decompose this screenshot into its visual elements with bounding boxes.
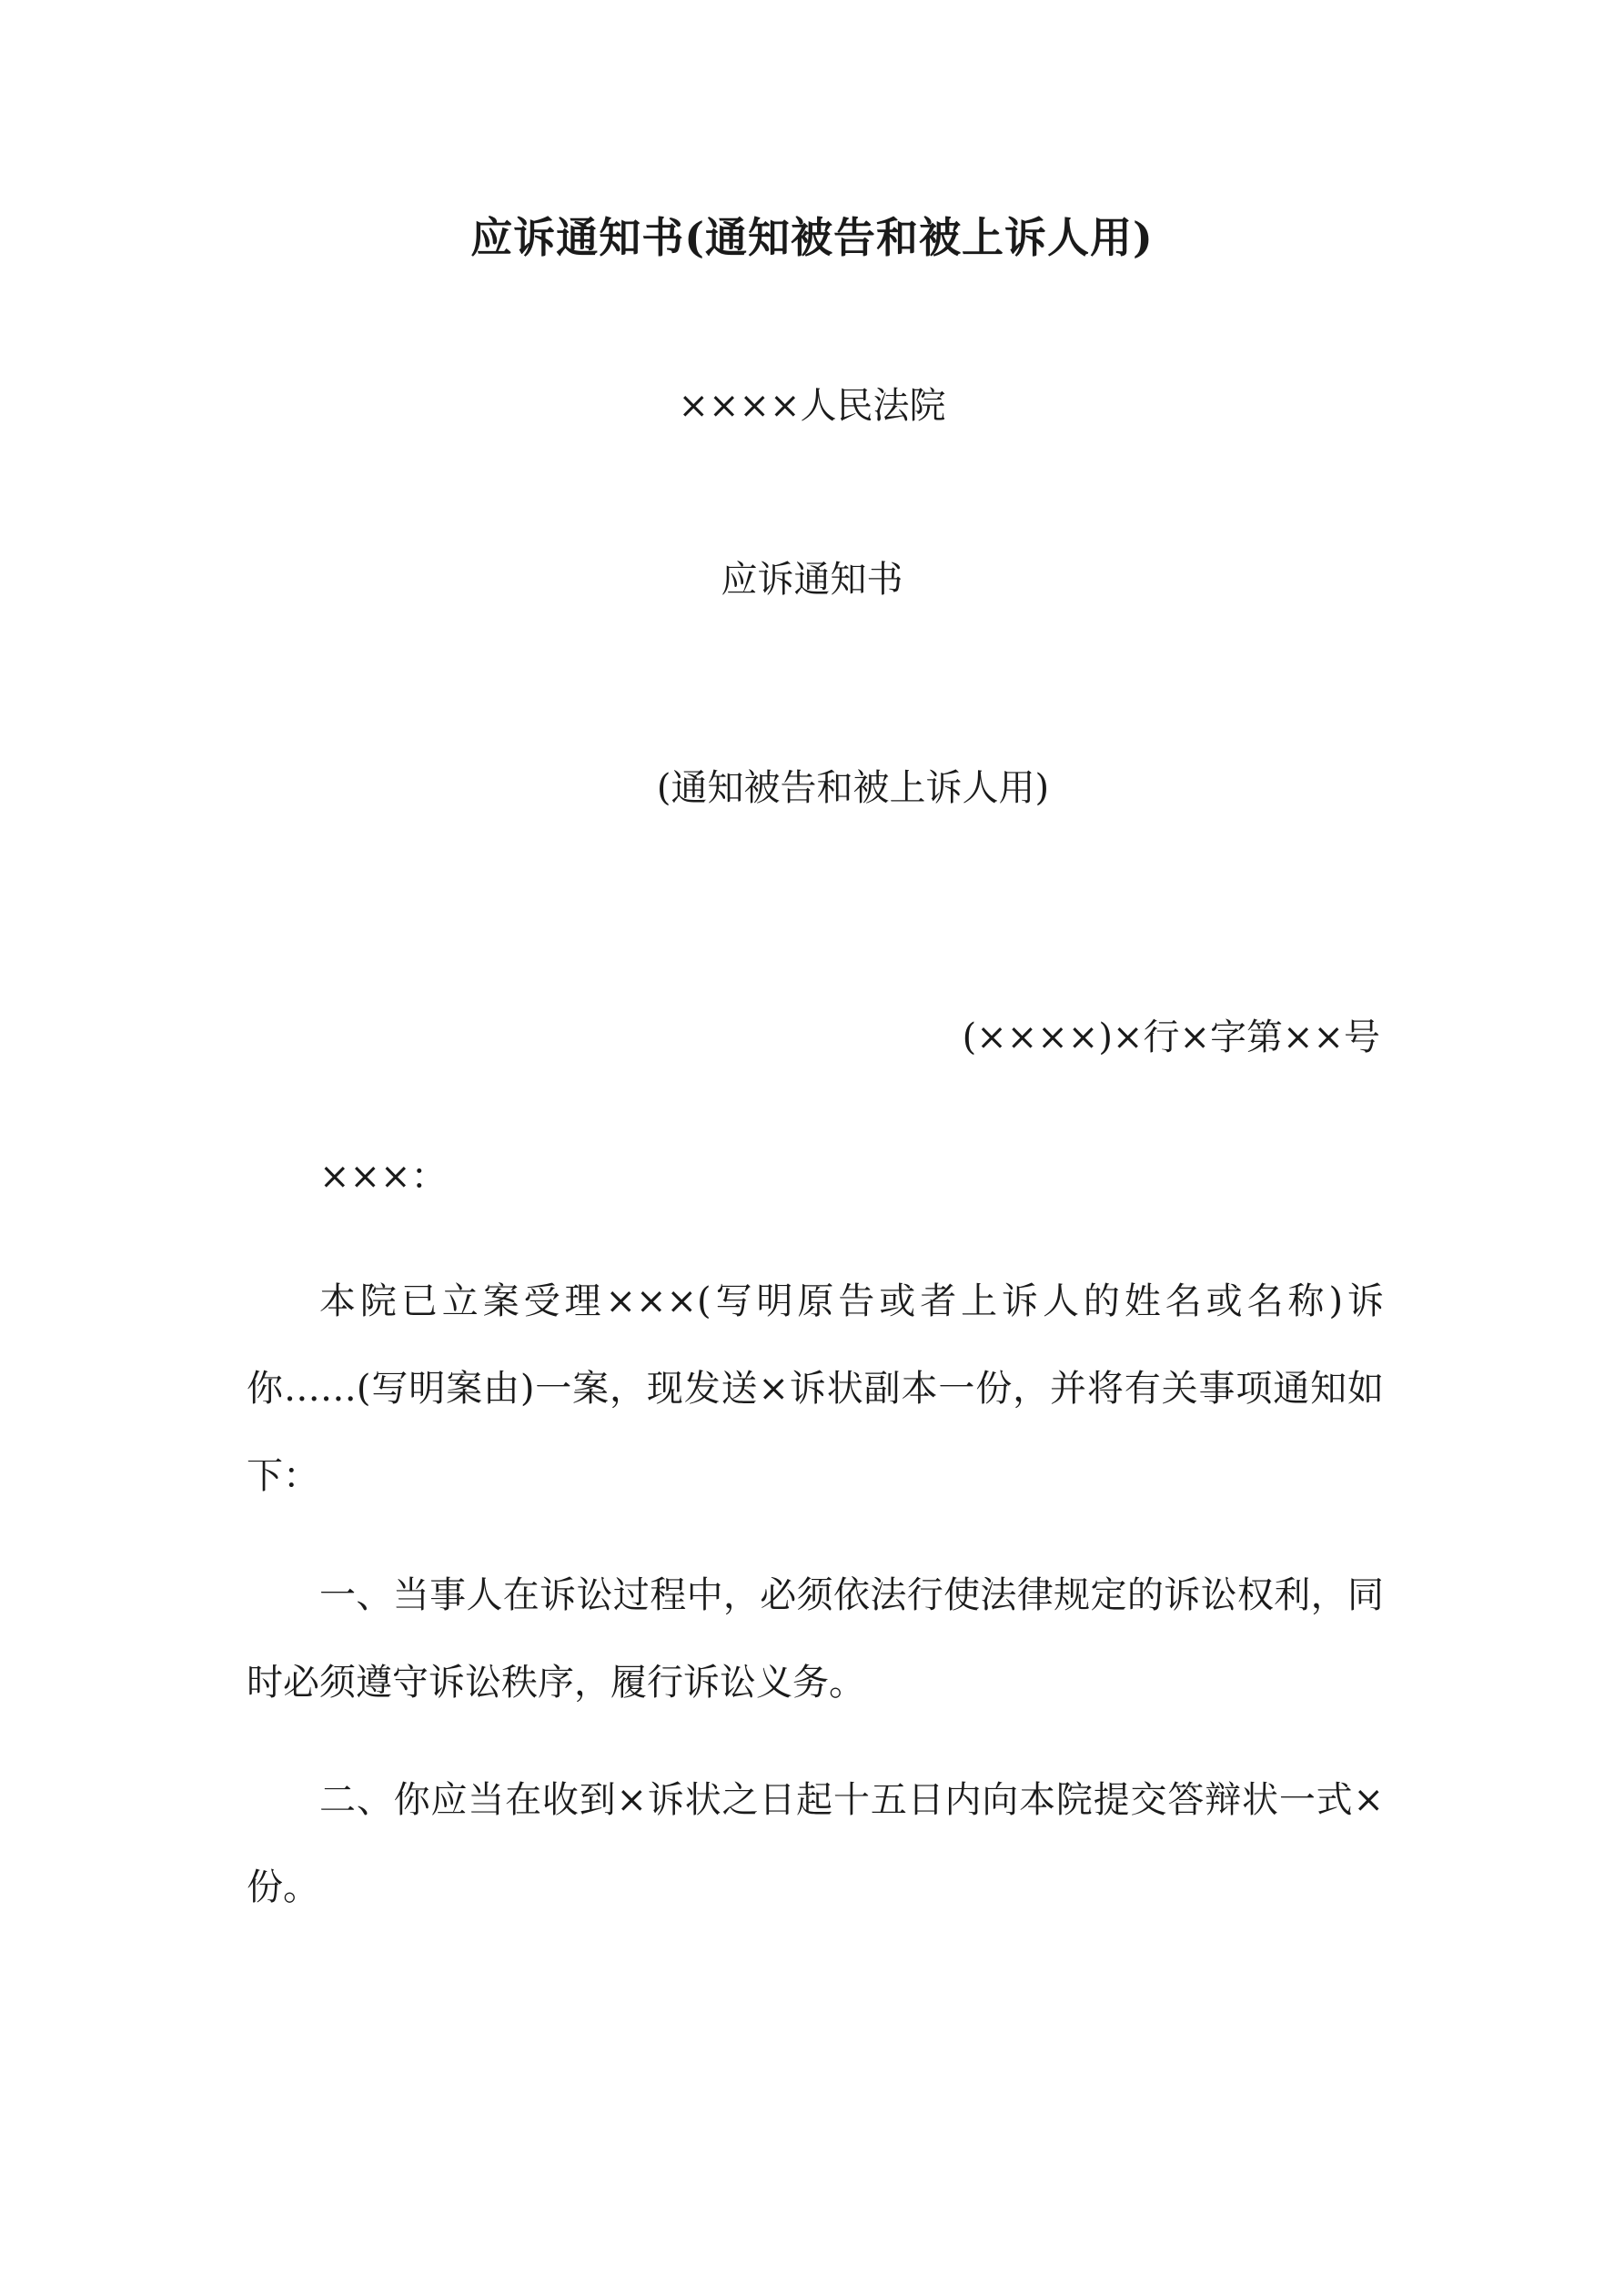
addressee: ×××： (319, 1156, 448, 1198)
case-number: (××××)×行×字第××号 (962, 1017, 1380, 1058)
document-subtitle: (通知被告和被上诉人用) (656, 767, 1050, 809)
paragraph-item-1: 一、当事人在诉讼过程中，必须依法行使法律规定的诉讼权利，同时必须遵守诉讼秩序，履行诉讼义务。 (247, 1574, 1384, 1704)
paragraph-item-2: 二、你应当在收到×诉状之日起十五日内向本院提交答辩状一式×份。 (247, 1779, 1384, 1908)
document-title: 应诉通知书(通知被告和被上诉人用) (470, 213, 1154, 262)
paragraph-intro: 本院已立案受理×××(写明原告或者上诉人的姓名或名称)诉你……(写明案由)一案，现发送×诉状副本一份，并将有关事项通知如下： (247, 1280, 1384, 1497)
document-name: 应诉通知书 (721, 559, 903, 601)
court-name: ××××人民法院 (678, 385, 946, 427)
